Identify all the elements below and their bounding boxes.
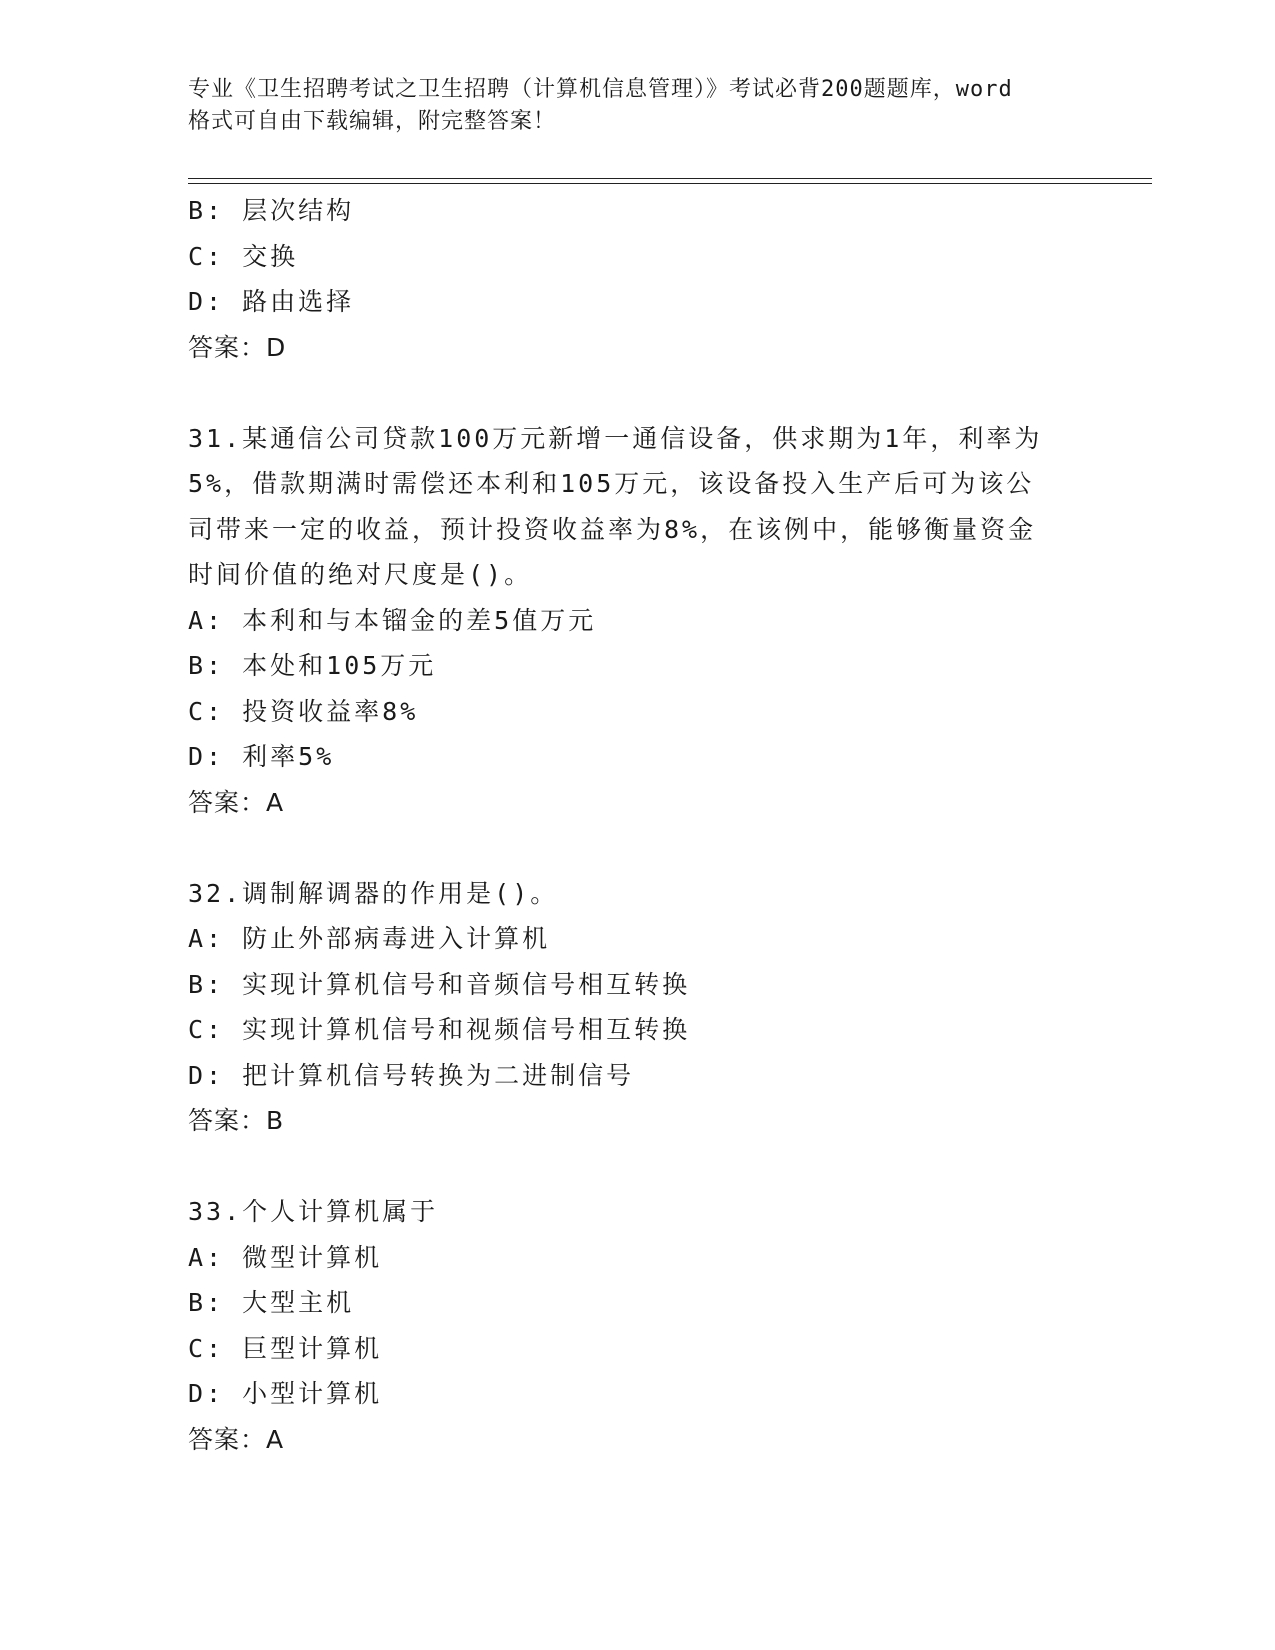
option-d: D: 把计算机信号转换为二进制信号 (188, 1060, 635, 1090)
question-stem-line: 32.调制解调器的作用是()。 (188, 878, 559, 908)
question-stem-line: 33.个人计算机属于 (188, 1197, 439, 1226)
spacer (188, 825, 1088, 871)
document-header (188, 74, 1088, 138)
option-d: D: 利率5% (188, 742, 335, 771)
question-stem-line: 时间价值的绝对尺度是()。 (188, 560, 533, 589)
option-a: A: 本利和与本镏金的差5值万元 (188, 605, 597, 635)
answer-line: 答案：B (188, 1106, 285, 1135)
option-d: D: 路由选择 (188, 287, 355, 316)
option-a: A: 防止外部病毒进入计算机 (188, 924, 551, 953)
answer-line: 答案：D (188, 332, 287, 362)
option-c: C: 实现计算机信号和视频信号相互转换 (188, 1015, 691, 1044)
option-b: B: 层次结构 (188, 196, 355, 225)
question-stem-line: 31.某通信公司贷款100万元新增一通信设备，供求期为1年，利率为 (188, 423, 1043, 453)
option-d: D: 小型计算机 (188, 1379, 383, 1408)
question-stem-line: 5%，借款期满时需偿还本利和105万元，该设备投入生产后可为该公 (188, 469, 1035, 498)
header-line-2: 格式可自由下载编辑，附完整答案！ (188, 109, 557, 134)
question-block-30 (188, 188, 1088, 370)
question-stem-line: 司带来一定的收益，预计投资收益率为8%，在该例中，能够衡量资金 (188, 514, 1037, 544)
option-c: C: 投资收益率8% (188, 696, 419, 726)
header-divider-top (188, 178, 1152, 179)
question-block-32 (188, 871, 1088, 1144)
spacer (188, 370, 1088, 416)
header-line-1: 专业《卫生招聘考试之卫生招聘（计算机信息管理）》考试必背200题题库，word (188, 77, 1013, 102)
header-divider-bottom (188, 183, 1152, 184)
answer-line: 答案：A (188, 1424, 285, 1454)
answer-line: 答案：A (188, 787, 285, 817)
option-a: A: 微型计算机 (188, 1242, 383, 1272)
option-b: B: 大型主机 (188, 1288, 355, 1317)
option-c: C: 巨型计算机 (188, 1333, 383, 1363)
spacer (188, 1144, 1088, 1190)
document-body (188, 188, 1088, 1462)
question-block-31 (188, 416, 1088, 826)
option-b: B: 实现计算机信号和音频信号相互转换 (188, 969, 691, 999)
option-b: B: 本处和105万元 (188, 651, 437, 680)
question-block-33 (188, 1189, 1088, 1462)
option-c: C: 交换 (188, 241, 299, 271)
